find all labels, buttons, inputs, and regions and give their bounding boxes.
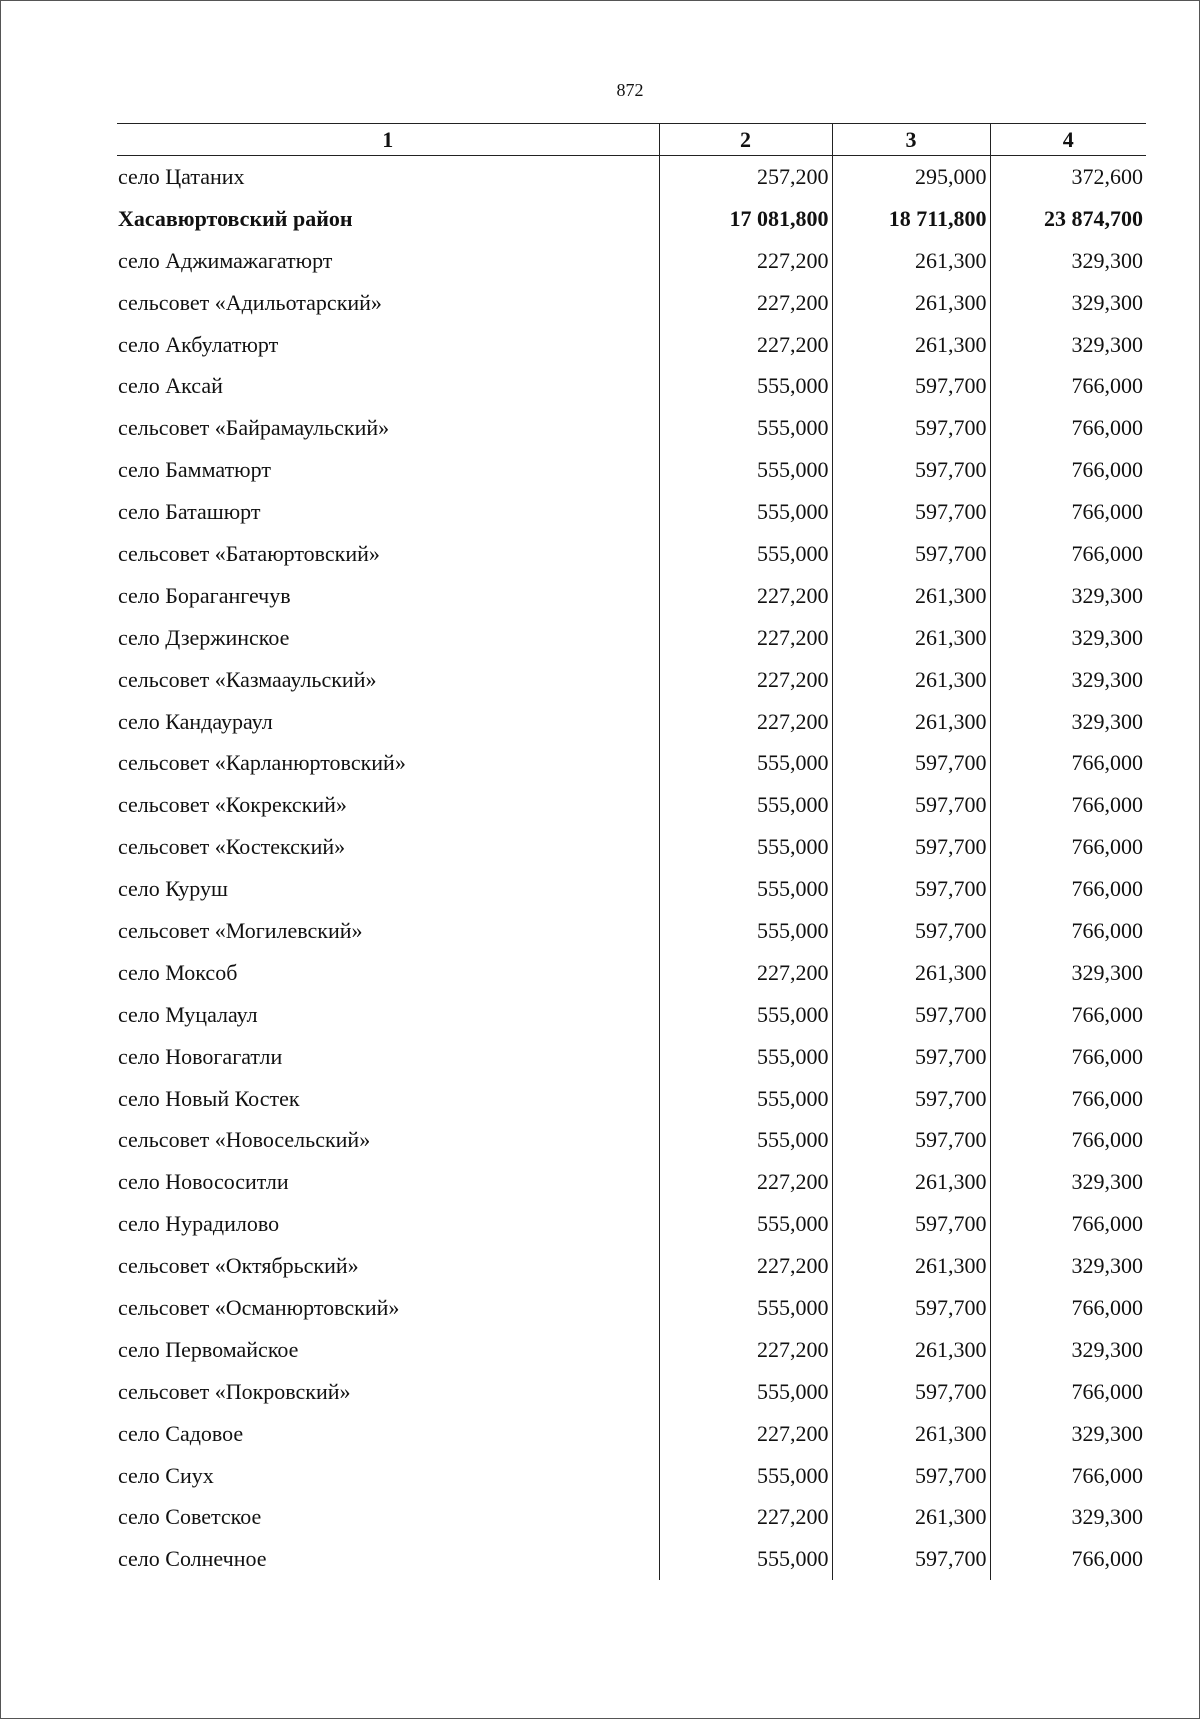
table-row [117,617,1146,659]
value-col-2: 227,200 [659,1413,832,1455]
table-row [117,575,1146,617]
table-row [117,1287,1146,1329]
value-col-3: 261,300 [832,659,990,701]
value-col-3: 597,700 [832,1203,990,1245]
table-row [117,742,1146,784]
name-cell: сельсовет «Османюртовский» [118,1294,400,1320]
name-cell: село Акбулатюрт [118,331,279,357]
table-row [117,994,1146,1036]
value-col-3: 261,300 [832,1329,990,1371]
value-col-3: 597,700 [832,1036,990,1078]
value-col-4: 766,000 [990,1036,1146,1078]
value-col-3: 261,300 [832,1497,990,1539]
value-col-4: 766,000 [990,994,1146,1036]
value-col-2: 257,200 [659,156,832,198]
table-row [117,1161,1146,1203]
value-col-4: 329,300 [990,1497,1146,1539]
value-col-2: 555,000 [659,1371,832,1413]
value-col-4: 766,000 [990,365,1146,407]
table-row [117,952,1146,994]
value-col-3: 597,700 [832,1287,990,1329]
value-col-2: 555,000 [659,1538,832,1580]
name-cell: село Нурадилово [118,1211,280,1237]
value-col-3: 597,700 [832,533,990,575]
table-row [117,1036,1146,1078]
value-col-2: 227,200 [659,575,832,617]
value-col-2: 555,000 [659,1078,832,1120]
value-col-3: 261,300 [832,240,990,282]
value-col-3: 597,700 [832,449,990,491]
table-row [117,784,1146,826]
value-col-3: 597,700 [832,491,990,533]
value-col-3: 597,700 [832,365,990,407]
value-col-4: 329,300 [990,1161,1146,1203]
value-col-4: 329,300 [990,240,1146,282]
value-col-2: 227,200 [659,282,832,324]
value-col-2: 555,000 [659,533,832,575]
value-col-2: 227,200 [659,952,832,994]
name-cell: сельсовет «Костекский» [118,834,346,860]
value-col-4: 329,300 [990,575,1146,617]
value-col-2: 555,000 [659,1455,832,1497]
table-row [117,324,1146,366]
table-row [117,407,1146,449]
value-col-2: 227,200 [659,701,832,743]
value-col-2: 227,200 [659,324,832,366]
value-col-4: 329,300 [990,1245,1146,1287]
value-col-4: 329,300 [990,1413,1146,1455]
value-col-3: 261,300 [832,1245,990,1287]
table-row [117,701,1146,743]
table-row [117,1329,1146,1371]
value-col-4: 766,000 [990,784,1146,826]
budget-table [117,123,1146,1580]
name-cell: село Первомайское [118,1336,299,1362]
value-col-4: 766,000 [990,491,1146,533]
table-row [117,910,1146,952]
table-row [117,659,1146,701]
name-cell: сельсовет «Карланюртовский» [118,750,406,776]
name-cell: Хасавюртовский район [118,205,353,231]
page-number: 872 [616,80,644,100]
value-col-2: 227,200 [659,659,832,701]
name-cell: село Аджимажагатюрт [118,247,333,273]
table-row [117,156,1146,198]
value-col-4: 329,300 [990,617,1146,659]
header-row [117,124,1146,156]
value-col-2: 227,200 [659,1497,832,1539]
value-col-3: 597,700 [832,868,990,910]
table-row [117,826,1146,868]
table-header [117,124,1146,156]
name-cell: сельсовет «Казмааульский» [118,666,377,692]
name-cell: село Солнечное [118,1546,267,1572]
name-cell: сельсовет «Октябрьский» [118,1253,359,1279]
table-row [117,1245,1146,1287]
table-row [117,1119,1146,1161]
value-col-3: 261,300 [832,282,990,324]
name-cell: село Новососитли [118,1169,289,1195]
value-col-4: 329,300 [990,952,1146,994]
header-col-2: 2 [659,124,832,156]
value-col-3: 261,300 [832,617,990,659]
value-col-3: 597,700 [832,1371,990,1413]
header-col-4: 4 [990,124,1146,156]
value-col-4: 329,300 [990,1329,1146,1371]
value-col-4: 766,000 [990,1287,1146,1329]
value-col-2: 555,000 [659,1287,832,1329]
value-col-4: 766,000 [990,910,1146,952]
value-col-2: 555,000 [659,407,832,449]
value-col-3: 597,700 [832,742,990,784]
name-cell: село Кандаураул [118,708,273,734]
value-col-4: 766,000 [990,868,1146,910]
value-col-2: 227,200 [659,1161,832,1203]
name-cell: сельсовет «Кокрекский» [118,792,347,818]
name-cell: село Новый Костек [118,1085,300,1111]
value-col-2: 17 081,800 [659,198,832,240]
value-col-4: 372,600 [990,156,1146,198]
value-col-4: 766,000 [990,533,1146,575]
name-cell: сельсовет «Покровский» [118,1378,351,1404]
value-col-4: 766,000 [990,1538,1146,1580]
table-row [117,365,1146,407]
table-row [117,198,1146,240]
value-col-2: 227,200 [659,1329,832,1371]
value-col-2: 555,000 [659,1036,832,1078]
value-col-3: 597,700 [832,994,990,1036]
value-col-3: 597,700 [832,826,990,868]
value-col-3: 597,700 [832,1119,990,1161]
value-col-4: 766,000 [990,449,1146,491]
name-cell: сельсовет «Могилевский» [118,917,363,943]
value-col-4: 329,300 [990,282,1146,324]
value-col-4: 766,000 [990,1078,1146,1120]
table-row [117,1371,1146,1413]
name-cell: сельсовет «Байрамаульский» [118,415,390,441]
table-row [117,533,1146,575]
value-col-2: 555,000 [659,826,832,868]
value-col-2: 227,200 [659,240,832,282]
value-col-4: 766,000 [990,1371,1146,1413]
table-row [117,449,1146,491]
value-col-4: 23 874,700 [990,198,1146,240]
name-cell: село Куруш [118,876,228,902]
value-col-2: 227,200 [659,1245,832,1287]
name-cell: село Садовое [118,1420,244,1446]
table-row [117,1455,1146,1497]
name-cell: село Аксай [118,373,223,399]
value-col-2: 555,000 [659,449,832,491]
value-col-3: 597,700 [832,1538,990,1580]
value-col-2: 227,200 [659,617,832,659]
header-col-3: 3 [832,124,990,156]
name-cell: сельсовет «Новосельский» [118,1127,371,1153]
table-row [117,282,1146,324]
table-row [117,1538,1146,1580]
name-cell: село Сиух [118,1462,214,1488]
value-col-3: 261,300 [832,1413,990,1455]
name-cell: сельсовет «Батаюртовский» [118,540,380,566]
name-cell: село Баташюрт [118,499,261,525]
value-col-2: 555,000 [659,1203,832,1245]
table-row [117,1078,1146,1120]
value-col-3: 18 711,800 [832,198,990,240]
table-row [117,1413,1146,1455]
value-col-3: 597,700 [832,784,990,826]
table-row [117,240,1146,282]
value-col-4: 766,000 [990,742,1146,784]
table-body [117,156,1146,1581]
name-cell: село Новогагатли [118,1043,283,1069]
value-col-4: 766,000 [990,826,1146,868]
value-col-2: 555,000 [659,868,832,910]
value-col-4: 766,000 [990,407,1146,449]
value-col-3: 261,300 [832,701,990,743]
value-col-3: 261,300 [832,952,990,994]
value-col-3: 295,000 [832,156,990,198]
value-col-4: 766,000 [990,1119,1146,1161]
value-col-4: 766,000 [990,1455,1146,1497]
name-cell: село Советское [118,1504,262,1530]
name-cell: село Бамматюрт [118,457,271,483]
value-col-2: 555,000 [659,742,832,784]
value-col-3: 597,700 [832,1078,990,1120]
header-col-1: 1 [117,124,659,156]
table-row [117,868,1146,910]
value-col-2: 555,000 [659,994,832,1036]
value-col-2: 555,000 [659,365,832,407]
value-col-4: 766,000 [990,1203,1146,1245]
value-col-2: 555,000 [659,491,832,533]
value-col-3: 261,300 [832,324,990,366]
value-col-2: 555,000 [659,910,832,952]
table-row [117,491,1146,533]
table-row [117,1497,1146,1539]
value-col-3: 597,700 [832,407,990,449]
name-cell: село Моксоб [118,959,238,985]
value-col-3: 261,300 [832,575,990,617]
name-cell: село Дзержинское [118,624,290,650]
table-row [117,1203,1146,1245]
value-col-2: 555,000 [659,1119,832,1161]
value-col-4: 329,300 [990,324,1146,366]
name-cell: село Борагангечув [118,582,291,608]
name-cell: село Цатаних [118,163,245,189]
value-col-4: 329,300 [990,701,1146,743]
value-col-3: 597,700 [832,1455,990,1497]
name-cell: село Муцалаул [118,1001,258,1027]
value-col-3: 261,300 [832,1161,990,1203]
value-col-3: 597,700 [832,910,990,952]
name-cell: сельсовет «Адильотарский» [118,289,382,315]
value-col-4: 329,300 [990,659,1146,701]
value-col-2: 555,000 [659,784,832,826]
